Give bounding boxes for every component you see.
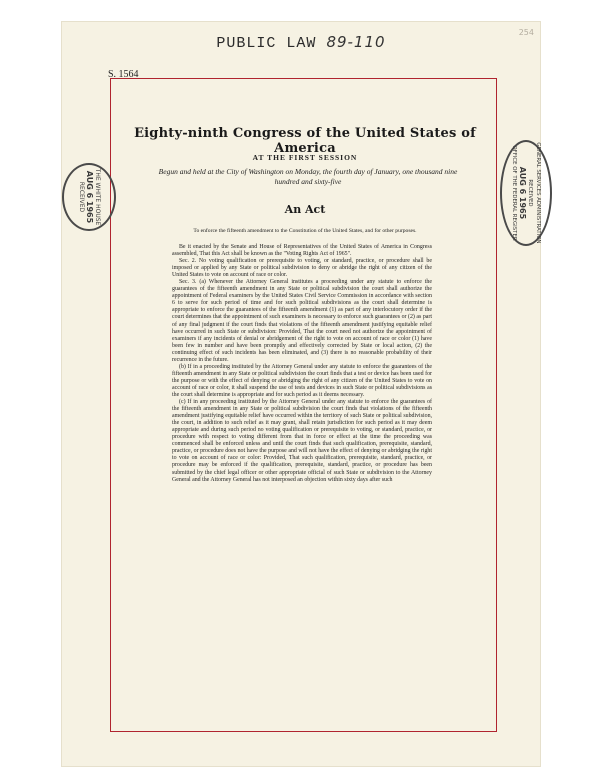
section-3c: (c) If in any proceeding instituted by the Attorney General under any statute to enforce the guarantees of the fifteenth amendment in any State or political subdivision the court finds that violations of the fifteenth amendment justifying equitable relief have occurred within the territory of such State or political subdivision, the court, in addition to such relief as it may grant, shall retain jurisdiction for such period as it may deem appropriate and during such period no voting qualification or prerequisite to voting, or standard, practice, or procedure with respect to voting different from that in force or effect at the time the proceeding was commenced shall be enforced unless and until the court finds that such qualification, prerequisite, standard, practice, or procedure does not have the purpose and will not have the effect of denying or abridging the right to vote on account of race or color: Provided, That such qualification, prerequisite, standard, practice, or procedure may be enforced if the qualification, prerequisite, standard, practice, or procedure has been submitted by the chief legal officer or other appropriate official of such State or subdivision to the Attorney General and the Attorney General has not interposed an objection within sixty days after such — [172, 399, 432, 483]
archive-page-mark: 254 — [518, 28, 534, 37]
stamp-left-date: AUG 6 1965 — [85, 170, 94, 224]
stamp-right-bottom: OFFICE OF THE FEDERAL REGISTER — [511, 145, 517, 241]
section-2: Sec. 2. No voting qualification or prerequisite to voting, or standard, practice, or procedure shall be imposed or applied by any State or political subdivision to deny or abridge the right of any citizen of the United States to vote on account of race or color. — [172, 258, 432, 279]
public-law-text: PUBLIC LAW — [216, 35, 317, 52]
bill-number: S. 1564 — [108, 69, 139, 80]
convened-line: Begun and held at the City of Washington on Monday, the fourth day of January, one thousand nine hundred and sixty-five — [158, 167, 458, 186]
section-3a: Sec. 3. (a) Whenever the Attorney General institutes a proceeding under any statute to enforce the guarantees of the fifteenth amendment in any State or political subdivision the court shall authorize the appointment of Federal examiners by the United States Civil Service Commission in accordance with section 6 to serve for such period of time and for such political subdivisions as the court shall determine is appropriate to enforce the guarantees of the fifteenth amendment (1) as part of any interlocutory order if the court determines that the appointment of such examiners is necessary to enforce such guarantees or (2) as part of any final judgment if the court finds that violations of the fifteenth amendment justifying equitable relief have occurred in such State or subdivision: Provided, That the court need not authorize the appointment of examiners if any incidents of denial or abridgement of the right to vote on account of race or color (1) have been few in number and have been promptly and effectively corrected by State or local action, (2) the continuing effect of such incidents has been eliminated, and (3) there is no reasonable probability of their recurrence in the future. — [172, 279, 432, 363]
act-purpose: To enforce the fifteenth amendment to the Constitution of the United States, and for other purposes. — [193, 228, 417, 234]
law-number: 89-110 — [326, 33, 386, 51]
stamp-left-top: THE WHITE HOUSE — [94, 168, 101, 226]
section-3b: (b) If in a proceeding instituted by the Attorney General under any statute to enforce the guarantees of the fifteenth amendment in any State or political subdivision the court finds that a test or device has been used for the purpose or with the effect of denying or abridging the right of any citizen of the United States to vote on account of race or color, it shall suspend the use of tests and devices in such State or political subdivisions as the court shall determine is appropriate and for such period as it deems necessary. — [172, 363, 432, 398]
stamp-right-top: GENERAL SERVICES ADMINISTRATION — [535, 142, 541, 244]
act-body — [172, 244, 432, 484]
stamp-right-middle: RECEIVED — [527, 179, 533, 207]
stamp-right-date: AUG 6 1965 — [518, 166, 527, 220]
stamp-left-bottom: RECEIVED — [78, 181, 85, 213]
enacting-clause: Be it enacted by the Senate and House of Representatives of the United States of America in Congress assembled, That this Act shall be known as the "Voting Rights Act of 1965". — [172, 244, 432, 258]
congress-title: Eighty-ninth Congress of the United States of America — [134, 126, 476, 156]
session-line: AT THE FIRST SESSION — [252, 153, 358, 162]
gsa-received-stamp — [500, 140, 552, 246]
act-heading: An Act — [284, 203, 326, 216]
white-house-received-stamp — [62, 163, 116, 231]
public-law-label — [62, 33, 540, 52]
document-page — [62, 22, 540, 766]
